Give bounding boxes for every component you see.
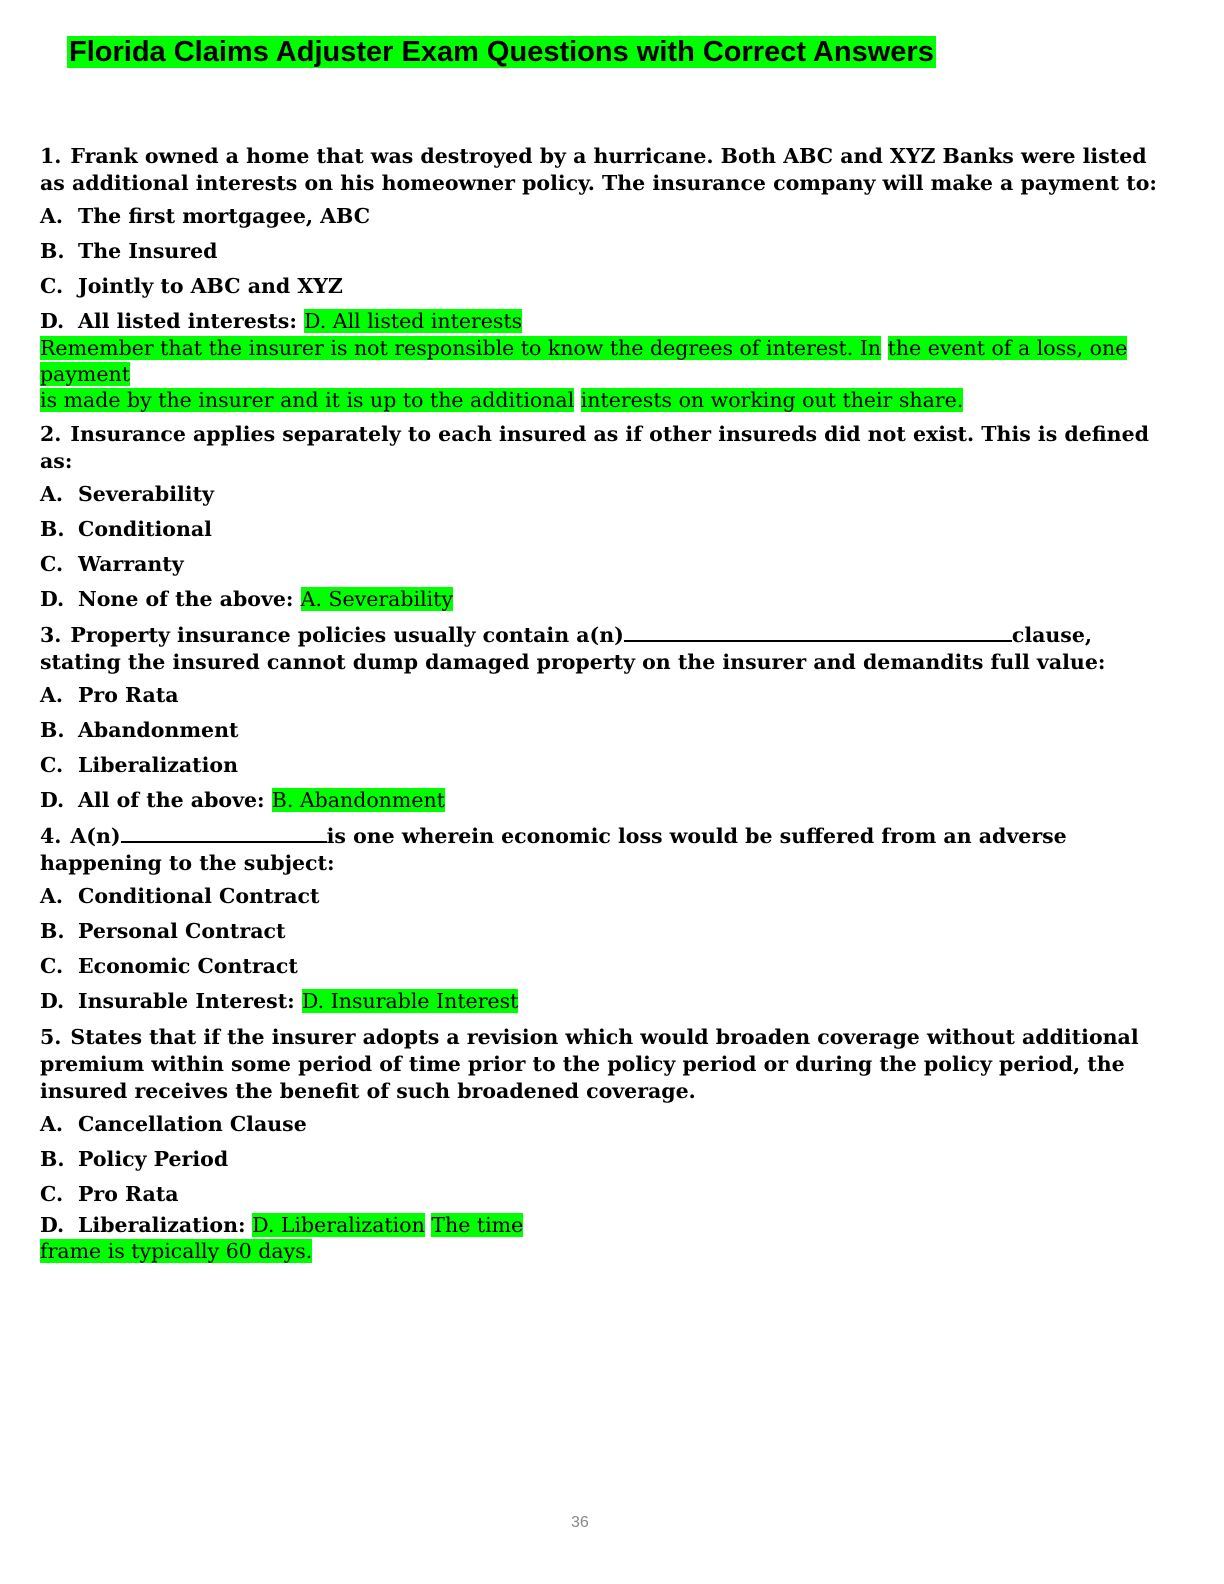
option-a: A. Severability [40,482,214,506]
answer-explanation: The time [431,1213,524,1237]
option-d: D. All of the above: B. Abandonment [40,788,445,812]
question-text: States that if the insurer adopts a revision which would broaden coverage without additional premium within some period of time prior to the policy period or during the policy period, the insured receives the benefit of such broadened coverage. [40,1025,1139,1103]
question-number: 5. [40,1025,62,1049]
answer-explanation: Remember that the insurer is not responsible to know the degrees of interest. In the event of a loss, one payment is made by the insurer and it is up to the additional interests on working out their share. [40,336,1128,412]
option-d: D. None of the above: A. Severability [40,587,453,611]
question-1 [40,143,1175,413]
option-a: A. The first mortgagee, ABC [40,204,371,228]
highlighted-answer: B. Abandonment [271,788,445,812]
option-a: A. Conditional Contract [40,884,320,908]
option-d: D. Liberalization: D. Liberalization The time frame is typically 60 days. [40,1213,524,1263]
option-b: B. The Insured [40,239,218,263]
option-a: A. Cancellation Clause [40,1112,307,1136]
question-number: 2. [40,422,62,446]
option-b: B. Personal Contract [40,919,286,943]
question-3: 3. Property insurance policies usually contain a(n) clause, stating the insured cannot dump damaged property on the insurer and demandits full value: A. Pro Rata B. Abandonment C. Liberalization D. All of the above: B. Abandonment [40,622,1175,818]
option-c: C. Warranty [40,552,184,576]
question-2 [40,421,1175,617]
answer-explanation-cont: frame is typically 60 days. [40,1239,313,1263]
option-b: B. Conditional [40,517,212,541]
option-b: B. Policy Period [40,1147,229,1171]
question-number: 3. [40,623,62,647]
highlighted-answer: D. All listed interests [304,309,523,333]
option-c: C. Jointly to ABC and XYZ [40,274,343,298]
document-title: Florida Claims Adjuster Exam Questions with Correct Answers [69,36,934,68]
highlighted-answer: A. Severability [300,587,453,611]
question-number: 4. [40,824,62,848]
question-list [40,143,1175,1269]
option-a: A. Pro Rata [40,683,179,707]
question-5 [40,1024,1175,1264]
option-c: C. Liberalization [40,753,238,777]
page-number: 36 [571,1514,589,1531]
highlighted-answer: D. Liberalization [252,1213,425,1237]
question-text: Frank owned a home that was destroyed by a hurricane. Both ABC and XYZ Banks were listed as additional interests on his homeowner policy. The insurance company will make a payment to: [40,144,1157,195]
question-text: Insurance applies separately to each insured as if other insureds did not exist. This is defined as: [40,422,1149,473]
option-d: D. All listed interests: D. All listed interests [40,309,523,333]
fill-in-blank [121,837,327,843]
question-number: 1. [40,144,62,168]
option-c: C. Economic Contract [40,954,298,978]
option-b: B. Abandonment [40,718,239,742]
highlighted-answer: D. Insurable Interest [301,989,519,1013]
option-d: D. Insurable Interest: D. Insurable Interest [40,989,519,1013]
option-c: C. Pro Rata [40,1182,179,1206]
fill-in-blank [624,636,1012,642]
question-4: 4. A(n) is one wherein economic loss would be suffered from an adverse happening to the subject: A. Conditional Contract B. Personal Contract C. Economic Contract D. Insurable Interest: D. Insurable Interest [40,823,1175,1019]
